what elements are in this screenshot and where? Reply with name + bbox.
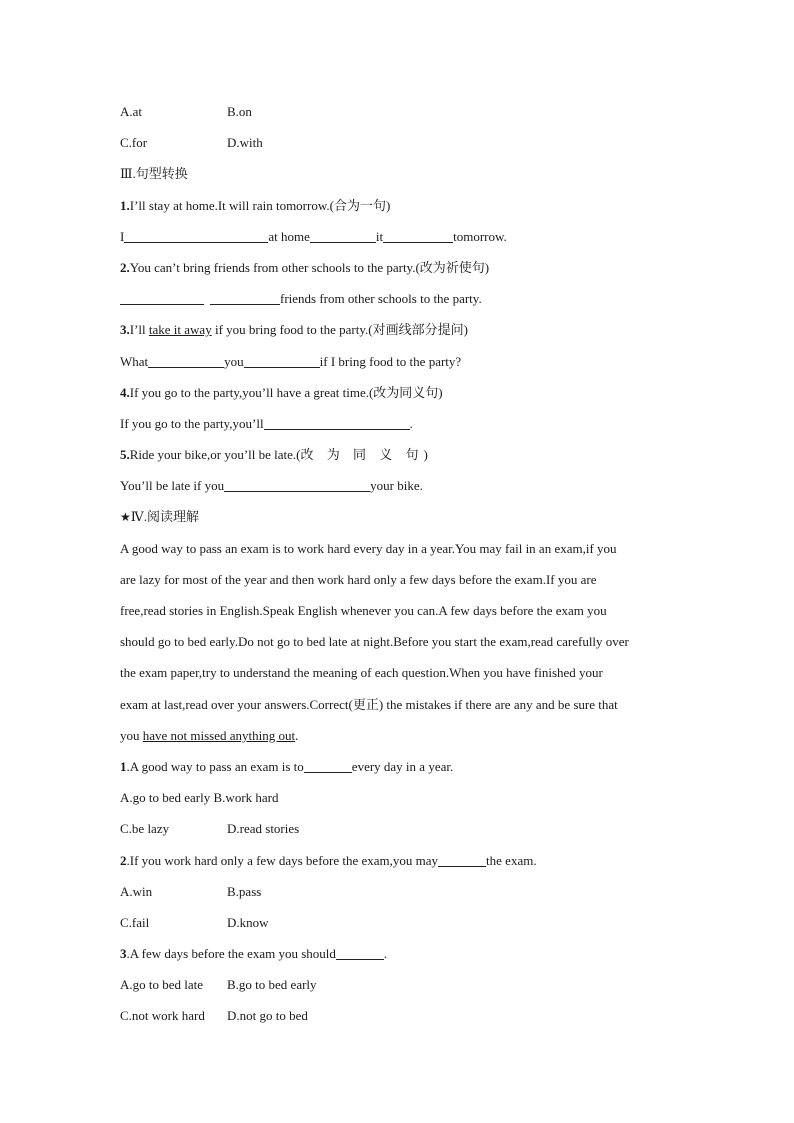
- option-row: [120, 127, 680, 158]
- answer-blank[interactable]: [336, 945, 384, 960]
- question-text: You can’t bring friends from other schools to the party.(改为祈使句): [129, 259, 490, 275]
- question-number: 2.: [120, 259, 130, 275]
- answer-line: [120, 346, 680, 377]
- answer-text: You’ll be late if you: [120, 478, 225, 494]
- option-a[interactable]: A.go to bed early: [120, 790, 211, 806]
- answer-text: friends from other schools to the party.: [280, 291, 482, 307]
- question-text: .A good way to pass an exam is to: [126, 758, 304, 774]
- answer-blank[interactable]: [310, 228, 376, 243]
- passage-text: .: [295, 727, 299, 743]
- question-prompt: [120, 252, 680, 283]
- option-b[interactable]: B.pass: [227, 883, 262, 899]
- question-number: 4.: [120, 384, 130, 400]
- worksheet-page: [120, 96, 680, 1032]
- option-d: D.with: [227, 135, 263, 151]
- question-prompt: [120, 751, 680, 782]
- question-prompt: [120, 938, 680, 969]
- question-note: 改 为 同 义 句: [300, 447, 424, 463]
- passage-line: A good way to pass an exam is to work hard every day in a year.You may fail in an exam,if you: [120, 540, 617, 556]
- question-text: If you go to the party,you’ll have a great time.(改为同义句): [129, 384, 443, 400]
- question-number: 3.: [120, 322, 130, 338]
- underlined-phrase: have not missed anything out: [142, 727, 296, 743]
- answer-blank[interactable]: [124, 228, 268, 243]
- answer-blank[interactable]: [120, 290, 204, 305]
- option-c[interactable]: C.not work hard: [120, 1008, 205, 1024]
- option-b[interactable]: B.work hard: [213, 790, 279, 806]
- answer-text: I: [120, 228, 125, 244]
- answer-text: If you go to the party,you’ll: [120, 415, 264, 431]
- question-text: I’ll stay at home.It will rain tomorrow.(合为一句): [129, 197, 391, 213]
- option-row: [120, 813, 680, 844]
- question-text: the exam.: [486, 852, 537, 868]
- underlined-phrase: take it away: [148, 322, 212, 338]
- passage-line: exam at last,read over your answers.Correct(更正) the mistakes if there are any and be sure that: [120, 696, 618, 712]
- answer-blank[interactable]: [304, 758, 352, 773]
- answer-text: .: [409, 415, 413, 431]
- passage-line: free,read stories in English.Speak English whenever you can.A few days before the exam you: [120, 603, 607, 618]
- answer-text: if I bring food to the party?: [319, 353, 462, 369]
- option-c[interactable]: C.be lazy: [120, 821, 170, 837]
- question-prompt: [120, 439, 680, 470]
- passage-line: should go to bed early.Do not go to bed late at night.Before you start the exam,read carefully over: [120, 634, 629, 650]
- answer-line: [120, 221, 680, 252]
- passage-line: [120, 720, 680, 751]
- question-text: if you bring food to the party.(对画线部分提问): [211, 322, 468, 338]
- question-text: .: [383, 946, 388, 962]
- passage-line: are lazy for most of the year and then work hard only a few days before the exam.If you are: [120, 571, 597, 587]
- answer-blank[interactable]: [210, 290, 280, 305]
- passage-text: you: [120, 727, 143, 743]
- answer-line: [120, 283, 680, 314]
- question-text: ): [423, 447, 428, 463]
- option-b[interactable]: B.go to bed early: [227, 977, 317, 993]
- option-row: [120, 969, 680, 1000]
- question-text: every day in a year.: [351, 758, 454, 774]
- option-row: [120, 96, 680, 127]
- answer-text: you: [224, 353, 244, 369]
- star-icon: ★: [120, 510, 131, 525]
- option-b: B.on: [227, 104, 252, 119]
- question-prompt: [120, 845, 680, 876]
- answer-text: your bike.: [370, 478, 423, 494]
- section-title-text: Ⅳ.阅读理解: [130, 509, 200, 525]
- question-number: 1.: [120, 197, 130, 213]
- option-row: [120, 876, 680, 907]
- answer-blank[interactable]: [244, 353, 320, 368]
- passage-line: the exam paper,try to understand the meaning of each question.When you have finished your: [120, 665, 603, 681]
- option-c[interactable]: C.fail: [120, 914, 150, 930]
- question-prompt: [120, 190, 680, 221]
- option-c: C.for: [120, 135, 148, 151]
- answer-blank[interactable]: [264, 415, 410, 430]
- question-text: .If you work hard only a few days before the exam,you may: [126, 852, 439, 868]
- question-prompt: [120, 314, 680, 345]
- answer-blank[interactable]: [148, 353, 224, 368]
- section-title: Ⅲ.句型转换: [120, 166, 188, 182]
- option-a: A.at: [120, 104, 143, 119]
- question-text: .A few days before the exam you should: [126, 946, 336, 962]
- answer-text: it: [375, 228, 384, 244]
- option-row: [120, 1000, 680, 1031]
- question-prompt: [120, 377, 680, 408]
- option-a[interactable]: A.go to bed late: [120, 977, 204, 993]
- option-d[interactable]: D.know: [227, 914, 269, 930]
- question-number: 1: [120, 758, 127, 774]
- option-row: [120, 907, 680, 938]
- answer-text: tomorrow.: [453, 228, 507, 244]
- answer-blank[interactable]: [224, 477, 370, 492]
- question-number: 3: [120, 946, 127, 962]
- answer-text: at home: [268, 228, 310, 244]
- option-d[interactable]: D.read stories: [227, 821, 300, 837]
- answer-text: What: [120, 353, 149, 369]
- question-text: Ride your bike,or you’ll be late.(: [129, 447, 301, 463]
- answer-line: [120, 408, 680, 439]
- answer-blank[interactable]: [438, 852, 486, 867]
- option-d[interactable]: D.not go to bed: [227, 1008, 308, 1024]
- question-text: I’ll: [129, 322, 149, 338]
- answer-line: [120, 470, 680, 501]
- question-number: 2: [120, 852, 127, 868]
- option-row: [120, 782, 680, 813]
- question-number: 5.: [120, 447, 130, 463]
- section-title: [120, 501, 680, 532]
- answer-blank[interactable]: [383, 228, 453, 243]
- option-a[interactable]: A.win: [120, 883, 153, 899]
